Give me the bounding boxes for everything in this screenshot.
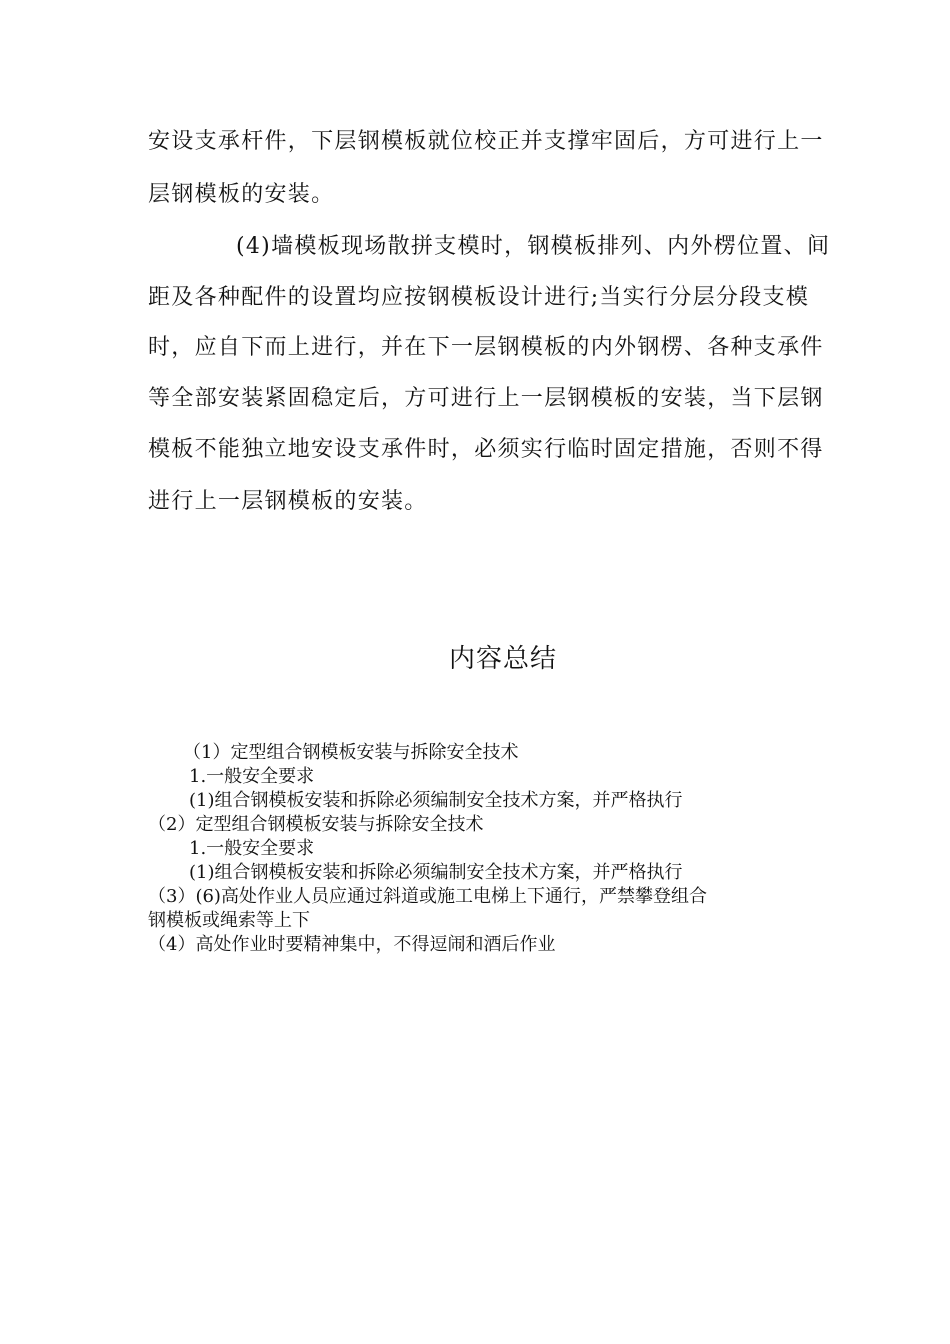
body-paragraph-line: 模板不能独立地安设支承件时，必须实行临时固定措施，否则不得	[148, 437, 824, 462]
summary-line: 1.一般安全要求	[189, 838, 315, 859]
body-paragraph-line: 层钢模板的安装。	[148, 182, 335, 207]
body-paragraph-line: 时，应自下而上进行，并在下一层钢模板的内外钢楞、各种支承件	[148, 335, 824, 360]
summary-line: (1)组合钢模板安装和拆除必须编制安全技术方案，并严格执行	[189, 790, 683, 811]
summary-line: (1)组合钢模板安装和拆除必须编制安全技术方案，并严格执行	[189, 862, 683, 883]
body-paragraph-line: 距及各种配件的设置均应按钢模板设计进行;当实行分层分段支模	[148, 285, 810, 310]
summary-line: 1.一般安全要求	[189, 766, 315, 787]
body-paragraph-line: (4)墙模板现场散拼支模时，钢模板排列、内外楞位置、间	[236, 234, 831, 259]
summary-line: （4）高处作业时要精神集中，不得逗闹和酒后作业	[148, 934, 556, 955]
summary-title: 内容总结	[448, 644, 557, 674]
summary-line: （2）定型组合钢模板安装与拆除安全技术	[148, 814, 484, 835]
summary-line: （3）(6)高处作业人员应通过斜道或施工电梯上下通行，严禁攀登组合	[148, 886, 707, 907]
body-paragraph-line: 进行上一层钢模板的安装。	[148, 489, 428, 514]
summary-line: 钢模板或绳索等上下	[148, 910, 310, 931]
body-paragraph-line: 安设支承杆件，下层钢模板就位校正并支撑牢固后，方可进行上一	[148, 129, 824, 154]
body-paragraph-line: 等全部安装紧固稳定后，方可进行上一层钢模板的安装，当下层钢	[148, 386, 824, 411]
summary-line: （1）定型组合钢模板安装与拆除安全技术	[183, 742, 519, 763]
